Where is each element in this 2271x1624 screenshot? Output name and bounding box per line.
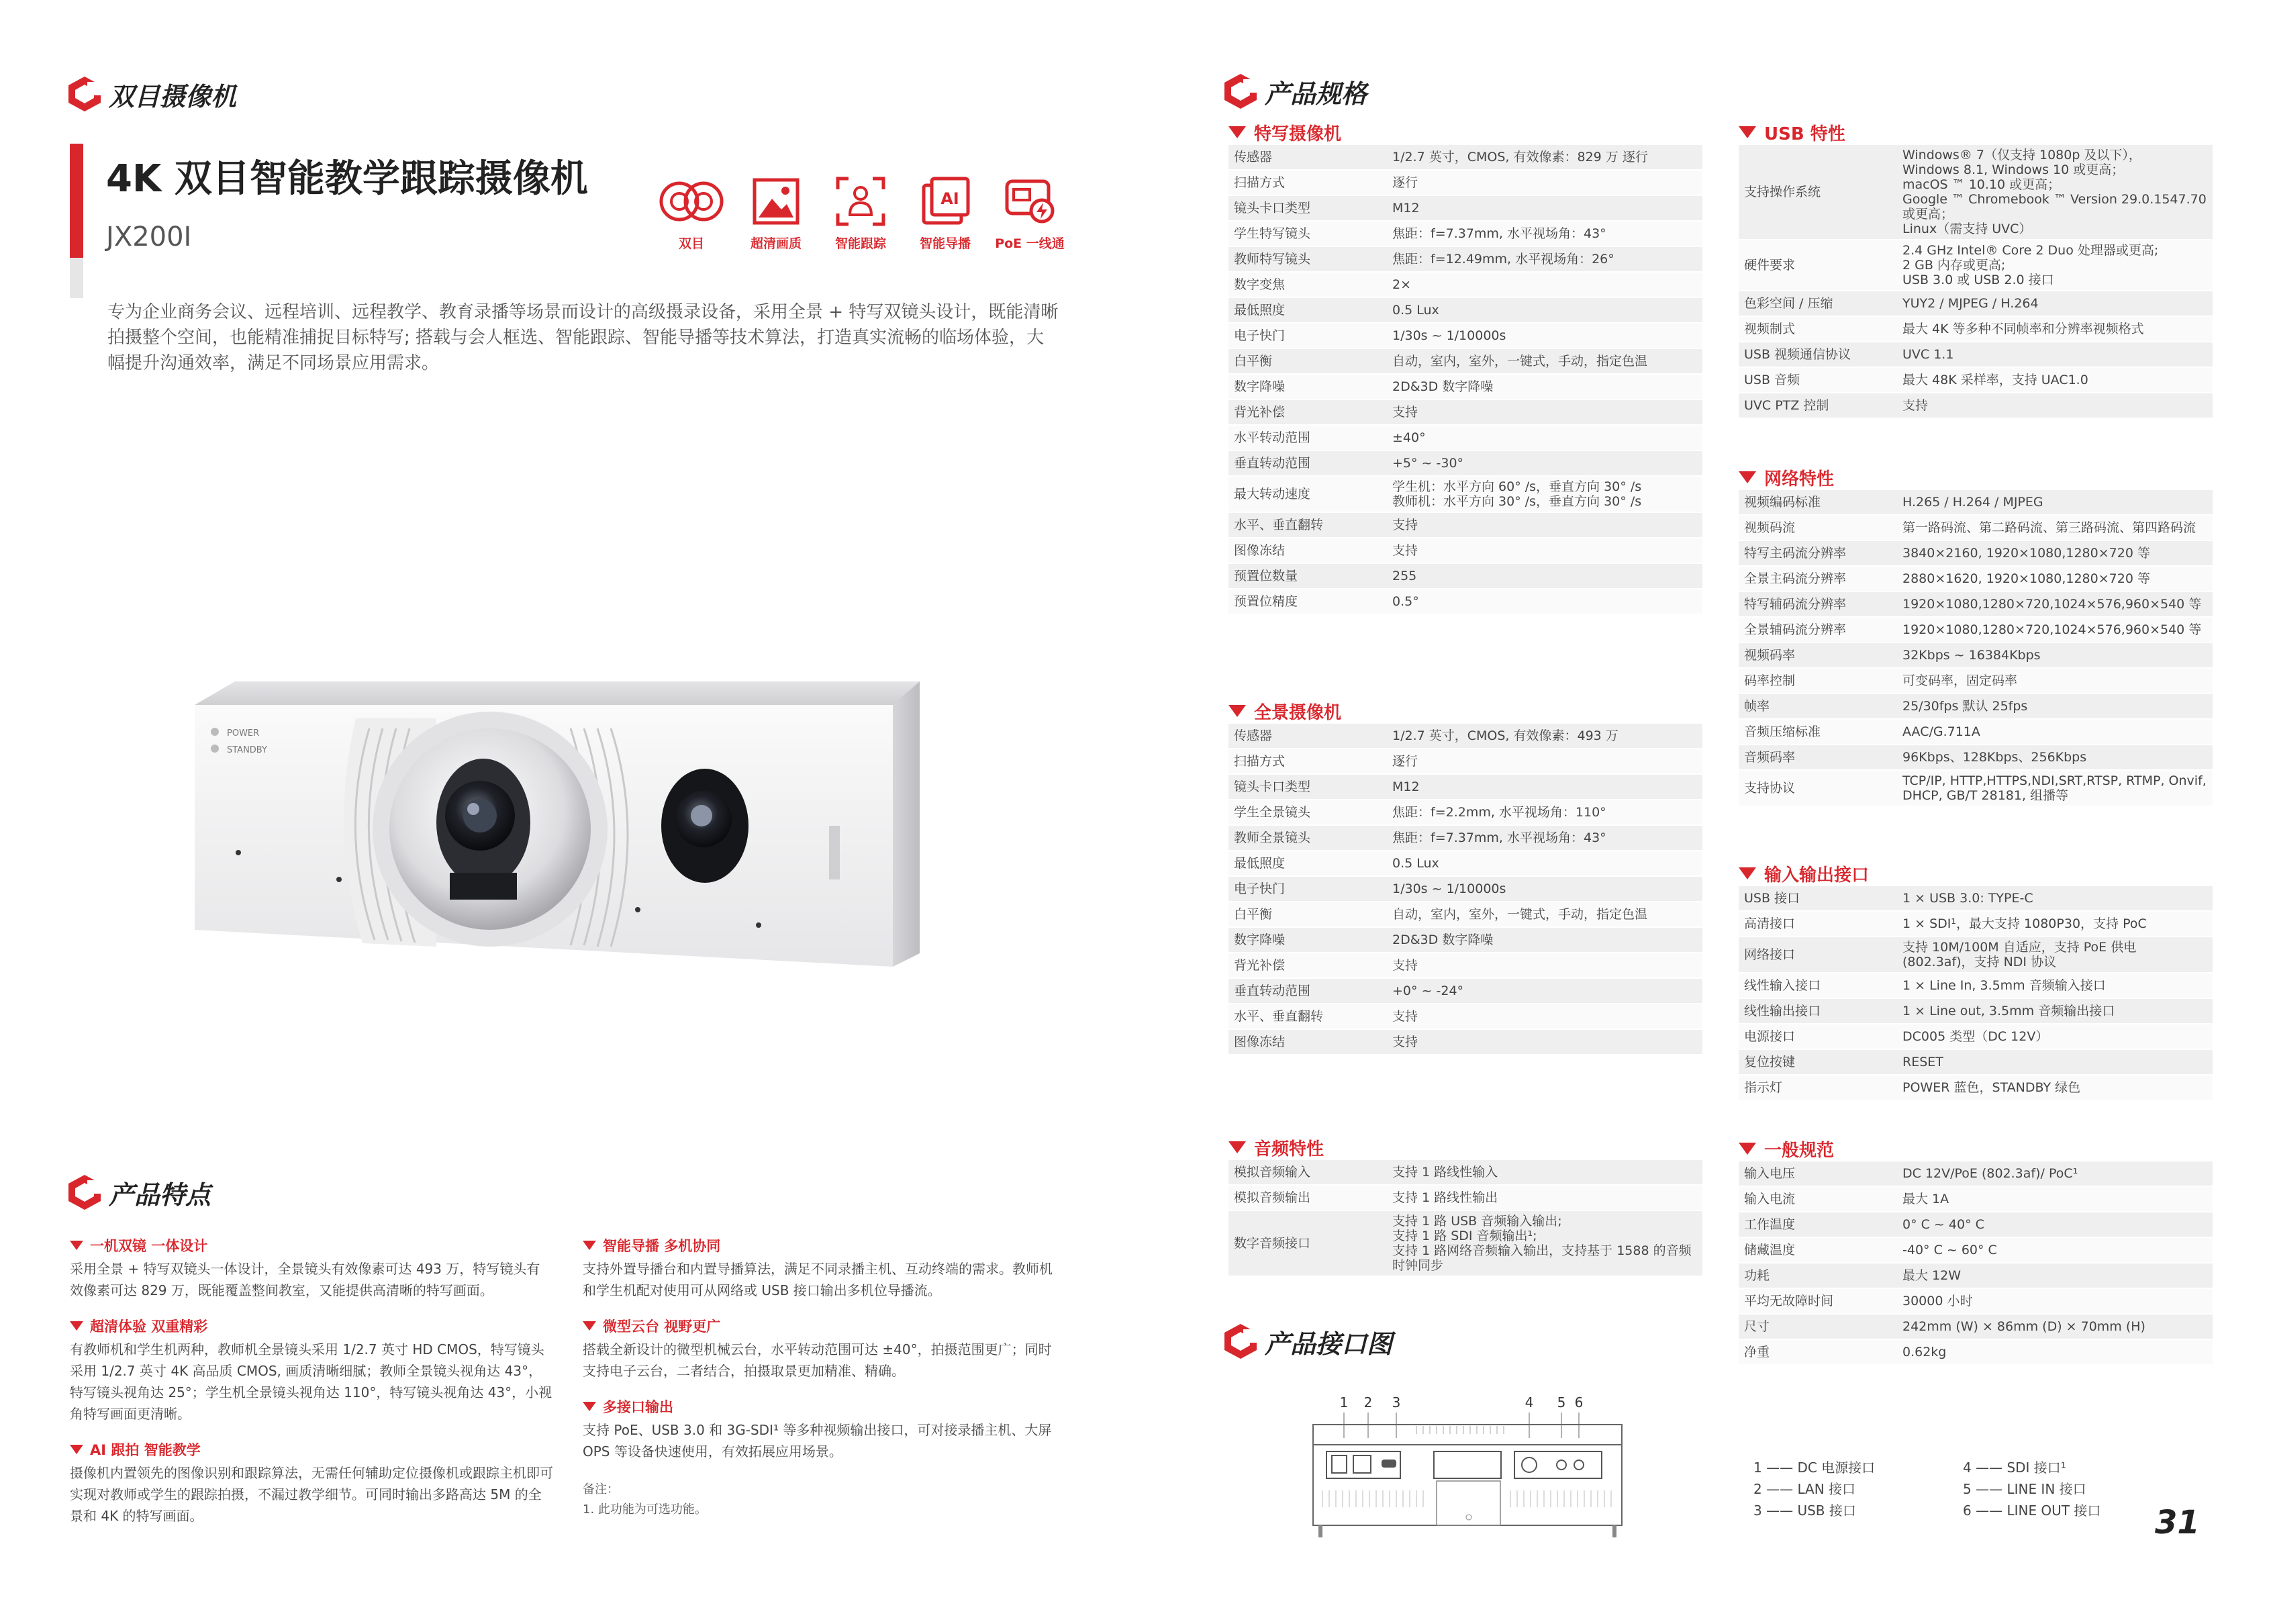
spec-key: 数字降噪 xyxy=(1234,379,1286,394)
spec-usb xyxy=(1739,120,2213,419)
spec-key: 水平、垂直翻转 xyxy=(1234,518,1324,532)
spec-key: 预置位精度 xyxy=(1234,594,1298,609)
spec-row xyxy=(1739,618,2213,643)
spec-key: 高清接口 xyxy=(1744,916,1796,931)
rear-panel-diagram xyxy=(1302,1390,1631,1551)
spec-key: 视频码流 xyxy=(1744,520,1796,535)
intro-paragraph: 专为企业商务会议、远程培训、远程教学、教育录播等场景而设计的高级摄录设备，采用全景 + 特写双镜头设计，既能清晰拍摄整个空间，也能精准捕捉目标特写; 搭载与会人框选、智能跟踪、智能导播等技术算法，打造真实流畅的临场体验，大幅提升沟通效率，满足不同场景应用需求。 xyxy=(107,302,1059,373)
feature-item: 超清体验 双重精彩 有教师机和学生机两种，教师机全景镜头采用 1/2.7 英寸 HD CMOS，特写镜头采用 1/2.7 英寸 4K 高品质 CMOS, 画质清晰细腻；教师全景镜头视角达 43°，特写镜头视角达 25°；学生机全景镜头视角达 110°，特写镜头视角达 43°，小视角特写画面更清晰。 xyxy=(70,1319,552,1422)
spec-row xyxy=(1228,564,1702,589)
spec-row xyxy=(1739,1187,2213,1212)
spec-row xyxy=(1739,1076,2213,1101)
spec-key: 音频码率 xyxy=(1744,750,1796,765)
port-number: 4 xyxy=(1525,1394,1534,1411)
spec-row xyxy=(1228,1186,1702,1211)
spec-key: 预置位数量 xyxy=(1234,569,1298,583)
spec-row xyxy=(1739,886,2213,912)
product-title: 4K 双目智能教学跟踪摄像机 xyxy=(106,157,588,201)
spec-key: 镜头卡口类型 xyxy=(1234,201,1311,216)
spec-row xyxy=(1228,724,1702,749)
spec-row xyxy=(1739,745,2213,771)
spec-row xyxy=(1228,171,1702,196)
spec-value: M12 xyxy=(1392,201,1420,216)
spec-value: 1 × USB 3.0: TYPE-C xyxy=(1902,891,2033,906)
spec-key: 最大转动速度 xyxy=(1234,487,1311,501)
spec-value: 2× xyxy=(1392,277,1412,292)
spec-row xyxy=(1228,375,1702,400)
spec-row xyxy=(1739,317,2213,342)
spec-key: 数字降噪 xyxy=(1234,933,1286,947)
spec-key: 平均无故障时间 xyxy=(1744,1294,1834,1308)
spec-row xyxy=(1739,912,2213,937)
spec-row xyxy=(1228,196,1702,222)
spec-value: 最大 1A xyxy=(1902,1192,1949,1206)
spec-value: 焦距：f=2.2mm, 水平视场角：110° xyxy=(1392,805,1606,820)
spec-audio xyxy=(1228,1135,1702,1277)
spec-key: 学生特写镜头 xyxy=(1234,226,1311,241)
feature-icon-poe: PoE 一线通 xyxy=(993,175,1067,252)
spec-key: 支持协议 xyxy=(1744,781,1796,796)
spec-value: M12 xyxy=(1392,779,1420,794)
spec-value: 0.62kg xyxy=(1902,1345,1947,1359)
spec-key: 功耗 xyxy=(1744,1268,1770,1283)
spec-key: 尺寸 xyxy=(1744,1319,1770,1334)
spec-row xyxy=(1739,1315,2213,1340)
spec-value: 支持 xyxy=(1392,958,1418,973)
lens-pair-icon xyxy=(658,175,725,228)
spec-key: 线性输入接口 xyxy=(1744,978,1821,993)
spec-key: 扫描方式 xyxy=(1234,754,1286,769)
spec-row xyxy=(1228,953,1702,979)
feature-item: 智能导播 多机协同 支持外置导播台和内置导播算法，满足不同录播主机、互动终端的需求。教师机和学生机配对使用可从网络或 USB 接口输出多机位导播流。 xyxy=(583,1238,1053,1298)
spec-value: ±40° xyxy=(1392,430,1426,445)
spec-key: 特写主码流分辨率 xyxy=(1744,546,1847,561)
spec-table xyxy=(1739,145,2213,419)
spec-value: Windows® 7（仅支持 1080p 及以下）， Windows 8.1, Windows 10 或更高； macOS ™ 10.10 或更高； Google ™ Chromebook ™ Version 29.0.1547.70 或更高； Linux（需支持 UVC） xyxy=(1902,148,2207,236)
spec-row xyxy=(1228,589,1702,615)
spec-value: UVC 1.1 xyxy=(1902,347,1954,362)
spec-value: RESET xyxy=(1902,1055,1943,1069)
spec-value: 1/30s ~ 1/10000s xyxy=(1392,881,1506,896)
spec-key: 线性输出接口 xyxy=(1744,1004,1821,1018)
svg-text:AI: AI xyxy=(940,189,959,208)
section-title-features: 产品特点 xyxy=(67,1174,211,1211)
camera-device-illustration xyxy=(195,678,926,973)
spec-value: 32Kbps ~ 16384Kbps xyxy=(1902,648,2041,663)
spec-value: YUY2 / MJPEG / H.264 xyxy=(1902,296,2039,311)
spec-value: 焦距：f=12.49mm, 水平视场角：26° xyxy=(1392,252,1614,267)
spec-row xyxy=(1228,902,1702,928)
spec-row xyxy=(1228,247,1702,273)
spec-row xyxy=(1739,1050,2213,1076)
spec-value: DC 12V/PoE (802.3af)/ PoC¹ xyxy=(1902,1166,2078,1181)
spec-value: 2D&3D 数字降噪 xyxy=(1392,933,1494,947)
spec-key: 水平、垂直翻转 xyxy=(1234,1009,1324,1024)
spec-row xyxy=(1228,426,1702,451)
spec-key: 白平衡 xyxy=(1234,907,1273,922)
spec-key: 硬件要求 xyxy=(1744,258,1796,273)
spec-value: 2D&3D 数字降噪 xyxy=(1392,379,1494,394)
spec-panorama xyxy=(1228,698,1702,1055)
person-track-icon xyxy=(834,175,887,228)
spec-key: USB 视频通信协议 xyxy=(1744,347,1851,362)
page-number: 31 xyxy=(2155,1504,2200,1541)
spec-key: 网络接口 xyxy=(1744,947,1796,962)
spec-value: 支持 xyxy=(1392,1009,1418,1024)
spec-value: 学生机：水平方向 60° /s，垂直方向 30° /s 教师机：水平方向 30° /s，垂直方向 30° /s xyxy=(1392,479,1642,509)
brand-hex-icon xyxy=(1223,73,1258,110)
features-column-right xyxy=(583,1235,1053,1520)
feature-icons xyxy=(655,175,1067,252)
spec-value: 1 × Line In, 3.5mm 音频输入接口 xyxy=(1902,978,2106,993)
spec-value: 3840×2160, 1920×1080,1280×720 等 xyxy=(1902,546,2150,561)
device-power-label: POWER xyxy=(227,728,260,738)
spec-row xyxy=(1739,1161,2213,1187)
spec-value: 0.5 Lux xyxy=(1392,856,1439,871)
spec-row xyxy=(1739,541,2213,567)
spec-value: 逐行 xyxy=(1392,754,1418,769)
spec-table xyxy=(1739,1161,2213,1366)
spec-key: 数字音频接口 xyxy=(1234,1236,1311,1251)
spec-key: 帧率 xyxy=(1744,699,1770,714)
feature-icon-dual: 双目 xyxy=(655,175,728,252)
port-legend-right: 4 —— SDI 接口¹ 5 —— LINE IN 接口 6 —— LINE OUT 接口 xyxy=(1963,1460,2101,1519)
spec-key: 电子快门 xyxy=(1234,881,1286,896)
spec-key: 背光补偿 xyxy=(1234,405,1286,420)
spec-key: 扫描方式 xyxy=(1234,175,1286,190)
spec-row xyxy=(1228,324,1702,349)
spec-value: 最大 48K 采样率，支持 UAC1.0 xyxy=(1902,373,2088,387)
spec-value: 最大 12W xyxy=(1902,1268,1962,1283)
spec-key: 特写辅码流分辨率 xyxy=(1744,597,1847,612)
spec-value: 1/30s ~ 1/10000s xyxy=(1392,328,1506,343)
spec-table xyxy=(1228,1160,1702,1277)
spec-value: 支持 xyxy=(1392,518,1418,532)
spec-row xyxy=(1228,928,1702,953)
ai-icon xyxy=(918,175,972,228)
spec-row xyxy=(1228,826,1702,851)
spec-key: 传感器 xyxy=(1234,150,1273,164)
spec-key: 教师全景镜头 xyxy=(1234,830,1311,845)
spec-value: TCP/IP, HTTP,HTTPS,NDI,SRT,RTSP, RTMP, Onvif, DHCP, GB/T 28181, 组播等 xyxy=(1902,773,2207,803)
spec-key: 镜头卡口类型 xyxy=(1234,779,1311,794)
spec-row xyxy=(1739,1238,2213,1263)
spec-row xyxy=(1739,145,2213,240)
spec-row xyxy=(1228,400,1702,426)
spec-row xyxy=(1739,720,2213,745)
spec-key: USB 接口 xyxy=(1744,891,1800,906)
spec-key: 全景辅码流分辨率 xyxy=(1744,622,1847,637)
feature-item: AI 跟拍 智能教学 摄像机内置领先的图像识别和跟踪算法，无需任何辅助定位摄像机或跟踪主机即可实现对教师或学生的跟踪拍摄，不漏过教学细节。可同时输出多路高达 5M 的全景和 4K 的特写画面。 xyxy=(70,1442,553,1524)
spec-value: 255 xyxy=(1392,569,1417,583)
port-number: 1 xyxy=(1339,1394,1349,1411)
spec-value: 1920×1080,1280×720,1024×576,960×540 等 xyxy=(1902,597,2202,612)
spec-key: 教师特写镜头 xyxy=(1234,252,1311,267)
spec-row xyxy=(1228,800,1702,826)
spec-row xyxy=(1739,669,2213,694)
spec-value: 支持 xyxy=(1392,1035,1418,1049)
port-number: 5 xyxy=(1557,1394,1566,1411)
spec-table xyxy=(1228,724,1702,1055)
product-model: JX200I xyxy=(106,222,192,252)
spec-key: 图像冻结 xyxy=(1234,1035,1286,1049)
title-accent-bar xyxy=(70,144,83,258)
spec-row xyxy=(1739,1263,2213,1289)
spec-value: 第一路码流、第二路码流、第三路码流、第四路码流 xyxy=(1902,520,2196,535)
spec-row xyxy=(1739,643,2213,669)
spec-key: 最低照度 xyxy=(1234,856,1286,871)
poe-icon xyxy=(1003,175,1057,228)
spec-value: POWER 蓝色，STANDBY 绿色 xyxy=(1902,1080,2081,1095)
spec-row xyxy=(1739,1289,2213,1315)
spec-key: 指示灯 xyxy=(1744,1080,1783,1095)
spec-value: 96Kbps、128Kbps、256Kbps xyxy=(1902,750,2087,765)
spec-key: 输入电流 xyxy=(1744,1192,1796,1206)
brand-hex-icon xyxy=(1223,1323,1258,1360)
spec-general-title: 一般规范 xyxy=(1739,1136,2213,1161)
spec-row xyxy=(1228,851,1702,877)
spec-key: USB 音频 xyxy=(1744,373,1800,387)
spec-row xyxy=(1739,516,2213,541)
spec-value: 30000 小时 xyxy=(1902,1294,1973,1308)
spec-general xyxy=(1739,1136,2213,1366)
spec-row xyxy=(1739,999,2213,1024)
spec-key: 色彩空间 / 压缩 xyxy=(1744,296,1833,311)
spec-value: 焦距：f=7.37mm, 水平视场角：43° xyxy=(1392,830,1606,845)
spec-key: 电源接口 xyxy=(1744,1029,1796,1044)
spec-row xyxy=(1228,273,1702,298)
spec-usb-title: USB 特性 xyxy=(1739,120,2213,145)
spec-row xyxy=(1228,1004,1702,1030)
port-number: 3 xyxy=(1392,1394,1401,1411)
spec-network xyxy=(1739,465,2213,807)
spec-table xyxy=(1739,886,2213,1101)
spec-value: 1/2.7 英寸，CMOS, 有效像素：493 万 xyxy=(1392,728,1618,743)
spec-row xyxy=(1228,749,1702,775)
spec-row xyxy=(1228,979,1702,1004)
spec-row xyxy=(1739,1024,2213,1050)
spec-value: 自动，室内，室外，一键式，手动，指定色温 xyxy=(1392,354,1648,369)
spec-key: UVC PTZ 控制 xyxy=(1744,398,1829,413)
spec-key: 水平转动范围 xyxy=(1234,430,1311,445)
spec-row xyxy=(1228,1160,1702,1186)
spec-network-title: 网络特性 xyxy=(1739,465,2213,490)
feature-item: 一机双镜 一体设计 采用全景 + 特写双镜头一体设计，全景镜头有效像素可达 493 万，特写镜头有效像素可达 829 万，既能覆盖整间教室，又能提供高清晰的特写画面。 xyxy=(70,1238,540,1298)
port-number: 2 xyxy=(1363,1394,1373,1411)
spec-key: 音频压缩标准 xyxy=(1744,724,1821,739)
feature-icon-hd: 超清画质 xyxy=(739,175,813,252)
spec-row xyxy=(1228,1211,1702,1277)
spec-row xyxy=(1228,513,1702,538)
section-title-camera: 双目摄像机 xyxy=(67,75,236,113)
section-title-specs: 产品规格 xyxy=(1223,73,1367,110)
brand-hex-icon xyxy=(67,75,102,113)
note-block: 备注： 1. 此功能为可选功能。 xyxy=(583,1482,707,1517)
spec-value: 最大 4K 等多种不同帧率和分辨率视频格式 xyxy=(1902,322,2144,336)
spec-row xyxy=(1739,1340,2213,1366)
feature-item: 微型云台 视野更广 搭载全新设计的微型机械云台，水平转动范围可达 ±40°，拍摄范围更广；同时支持电子云台，二者结合，拍摄取景更加精准、精确。 xyxy=(583,1319,1052,1379)
spec-value: 1 × SDI¹，最大支持 1080P30，支持 PoC xyxy=(1902,916,2147,931)
spec-value: 支持 xyxy=(1392,543,1418,558)
spec-key: 垂直转动范围 xyxy=(1234,984,1311,998)
spec-value: 25/30fps 默认 25fps xyxy=(1902,699,2028,714)
spec-value: 2880×1620, 1920×1080,1280×720 等 xyxy=(1902,571,2150,586)
spec-value: 支持 1 路线性输入 xyxy=(1392,1165,1498,1180)
spec-key: 模拟音频输出 xyxy=(1234,1190,1311,1205)
spec-row xyxy=(1228,222,1702,247)
spec-value: +5° ~ -30° xyxy=(1392,456,1464,471)
spec-row xyxy=(1228,298,1702,324)
spec-value: 支持 1 路线性输出 xyxy=(1392,1190,1498,1205)
spec-table xyxy=(1739,490,2213,807)
spec-value: 0.5 Lux xyxy=(1392,303,1439,318)
spec-value: 1/2.7 英寸，CMOS, 有效像素：829 万 逐行 xyxy=(1392,150,1648,164)
spec-row xyxy=(1739,368,2213,393)
spec-panorama-title: 全景摄像机 xyxy=(1228,698,1702,724)
spec-row xyxy=(1739,567,2213,592)
spec-value: 焦距：f=7.37mm, 水平视场角：43° xyxy=(1392,226,1606,241)
spec-key: 传感器 xyxy=(1234,728,1273,743)
features-column-left xyxy=(70,1235,553,1527)
feature-icon-ai: AI 智能导播 xyxy=(908,175,982,252)
spec-io xyxy=(1739,861,2213,1101)
spec-key: 视频制式 xyxy=(1744,322,1796,336)
spec-key: 图像冻结 xyxy=(1234,543,1286,558)
spec-key: 数字变焦 xyxy=(1234,277,1286,292)
spec-key: 视频码率 xyxy=(1744,648,1796,663)
spec-row xyxy=(1739,771,2213,807)
spec-row xyxy=(1228,1030,1702,1055)
spec-value: AAC/G.711A xyxy=(1902,724,1980,739)
spec-value: 逐行 xyxy=(1392,175,1418,190)
spec-row xyxy=(1739,490,2213,516)
spec-key: 白平衡 xyxy=(1234,354,1273,369)
spec-row xyxy=(1739,393,2213,419)
spec-key: 背光补偿 xyxy=(1234,958,1286,973)
spec-row xyxy=(1228,538,1702,564)
spec-value: 支持 1 路 USB 音频输入输出; 支持 1 路 SDI 音频输出¹; 支持 1 路网络音频输入输出，支持基于 1588 的音频时钟同步 xyxy=(1392,1214,1692,1273)
port-legend-left: 1 —— DC 电源接口 2 —— LAN 接口 3 —— USB 接口 xyxy=(1753,1460,1876,1519)
spec-row xyxy=(1228,477,1702,513)
spec-value: 支持 xyxy=(1902,398,1929,413)
spec-key: 全景主码流分辨率 xyxy=(1744,571,1847,586)
spec-value: 支持 10M/100M 自适应，支持 PoE 供电 (802.3af)，支持 NDI 协议 xyxy=(1902,940,2137,969)
spec-key: 最低照度 xyxy=(1234,303,1286,318)
spec-row xyxy=(1739,240,2213,291)
spec-value: 可变码率，固定码率 xyxy=(1902,673,2018,688)
spec-key: 学生全景镜头 xyxy=(1234,805,1311,820)
spec-io-title: 输入输出接口 xyxy=(1739,861,2213,886)
spec-row xyxy=(1228,877,1702,902)
spec-row xyxy=(1739,973,2213,999)
spec-row xyxy=(1739,592,2213,618)
spec-row xyxy=(1228,145,1702,171)
spec-value: 242mm (W) × 86mm (D) × 70mm (H) xyxy=(1902,1319,2145,1334)
spec-key: 垂直转动范围 xyxy=(1234,456,1311,471)
spec-value: 自动，室内，室外，一键式，手动，指定色温 xyxy=(1392,907,1648,922)
spec-value: +0° ~ -24° xyxy=(1392,984,1464,998)
spec-key: 码率控制 xyxy=(1744,673,1796,688)
spec-row xyxy=(1739,937,2213,973)
image-icon xyxy=(749,175,803,228)
spec-row xyxy=(1739,291,2213,317)
spec-value: 1 × Line out, 3.5mm 音频输出接口 xyxy=(1902,1004,2115,1018)
section-title-interface: 产品接口图 xyxy=(1223,1323,1392,1360)
spec-key: 输入电压 xyxy=(1744,1166,1796,1181)
port-number: 6 xyxy=(1574,1394,1584,1411)
spec-table xyxy=(1228,145,1702,615)
spec-key: 储藏温度 xyxy=(1744,1243,1796,1257)
spec-key: 净重 xyxy=(1744,1345,1770,1359)
brand-hex-icon xyxy=(67,1174,102,1211)
spec-value: 0° C ~ 40° C xyxy=(1902,1217,1984,1232)
spec-row xyxy=(1228,349,1702,375)
spec-row xyxy=(1228,775,1702,800)
spec-audio-title: 音频特性 xyxy=(1228,1135,1702,1160)
spec-key: 模拟音频输入 xyxy=(1234,1165,1311,1180)
spec-value: -40° C ~ 60° C xyxy=(1902,1243,1997,1257)
device-standby-label: STANDBY xyxy=(227,745,267,755)
spec-value: DC005 类型（DC 12V） xyxy=(1902,1029,2049,1044)
spec-closeup xyxy=(1228,120,1702,615)
spec-closeup-title: 特写摄像机 xyxy=(1228,120,1702,145)
feature-item: 多接口输出 支持 PoE、USB 3.0 和 3G-SDI¹ 等多种视频输出接口，可对接录播主机、大屏 OPS 等设备快速使用，有效拓展应用场景。 xyxy=(583,1399,1052,1460)
spec-key: 复位按键 xyxy=(1744,1055,1796,1069)
spec-value: 0.5° xyxy=(1392,594,1419,609)
spec-row xyxy=(1739,1212,2213,1238)
spec-key: 视频编码标准 xyxy=(1744,495,1821,510)
spec-key: 工作温度 xyxy=(1744,1217,1796,1232)
spec-value: H.265 / H.264 / MJPEG xyxy=(1902,495,2043,510)
spec-key: 电子快门 xyxy=(1234,328,1286,343)
spec-row xyxy=(1739,342,2213,368)
spec-value: 2.4 GHz Intel® Core 2 Duo 处理器或更高; 2 GB 内存或更高; USB 3.0 或 USB 2.0 接口 xyxy=(1902,243,2159,287)
feature-icon-track: 智能跟踪 xyxy=(824,175,898,252)
spec-row xyxy=(1739,694,2213,720)
spec-value: 支持 xyxy=(1392,405,1418,420)
title-accent-bar-grey xyxy=(70,258,83,298)
spec-key: 支持操作系统 xyxy=(1744,185,1821,199)
spec-row xyxy=(1228,451,1702,477)
spec-value: 1920×1080,1280×720,1024×576,960×540 等 xyxy=(1902,622,2202,637)
